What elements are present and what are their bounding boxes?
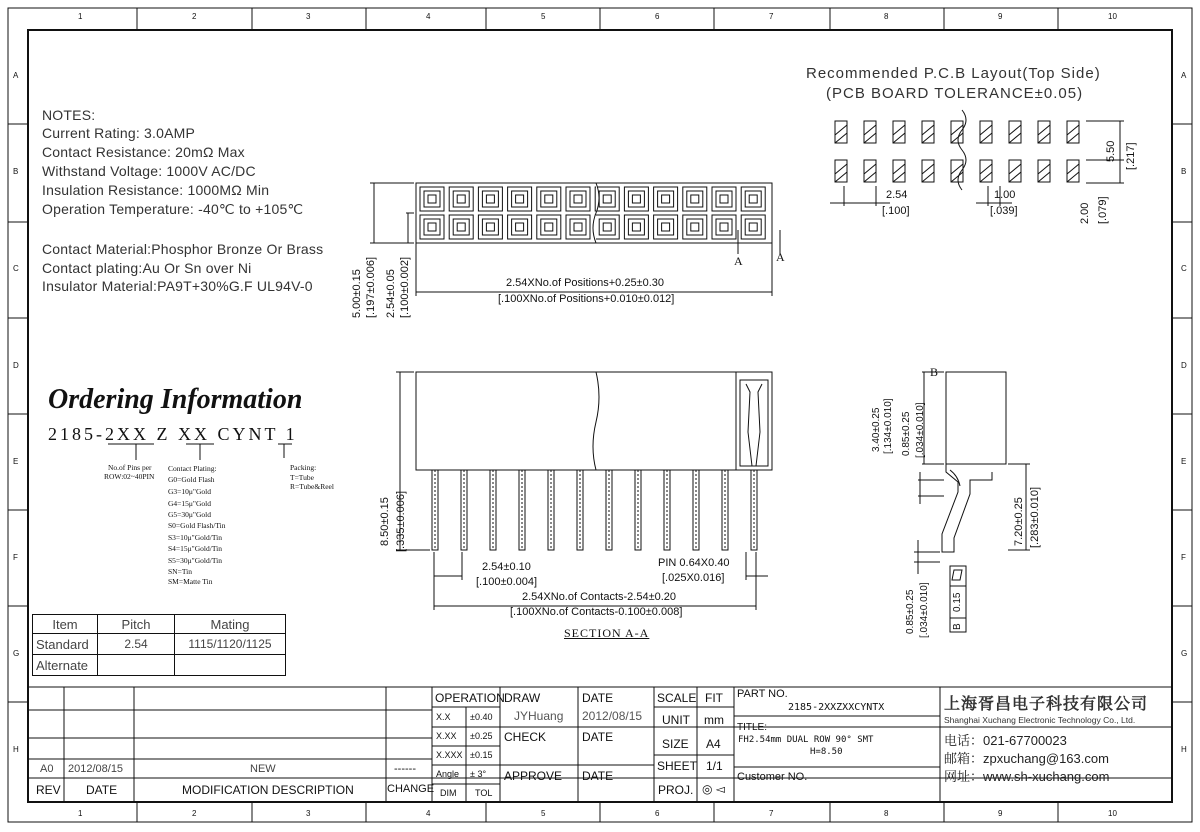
pcb-subtitle: (PCB BOARD TOLERANCE±0.05): [826, 85, 1084, 102]
material-line: Insulator Material:PA9T+30%G.F UL94V-0: [42, 278, 313, 294]
note-line: Current Rating: 3.0AMP: [42, 125, 196, 141]
company-name-cn: 上海胥昌电子科技有限公司: [944, 696, 1149, 713]
company-email: 邮箱：zpxuchang@163.com: [944, 751, 1109, 766]
company-phone: 电话：021-67700023: [944, 733, 1067, 748]
section-mark: A: [776, 250, 785, 264]
section-mark: A: [734, 254, 743, 268]
note-line: Operation Temperature: -40℃ to +105℃: [42, 201, 304, 217]
material-line: Contact plating:Au Or Sn over Ni: [42, 260, 252, 276]
section-label: SECTION A-A: [564, 626, 650, 640]
note-line: Withstand Voltage: 1000V AC/DC: [42, 163, 256, 179]
mating-table: Item Pitch Mating Standard 2.54 1115/1120/1125 Alternate: [32, 614, 286, 676]
pcb-title: Recommended P.C.B Layout(Top Side): [806, 65, 1101, 82]
company-name-en: Shanghai Xuchang Electronic Technology Co., Ltd.: [944, 715, 1136, 725]
notes-heading: NOTES:: [42, 107, 96, 123]
projection-icon: ◎ ◅: [702, 782, 726, 796]
ordering-code: 2185-2XX Z XX CYNT 1: [48, 424, 298, 444]
company-web: 网址：www.sh-xuchang.com: [944, 769, 1110, 784]
note-line: Contact Resistance: 20mΩ Max: [42, 144, 245, 160]
ordering-title: Ordering Information: [48, 384, 303, 415]
material-line: Contact Material:Phosphor Bronze Or Brass: [42, 241, 324, 257]
part-number: 2185-2XXZXXCYNTX: [788, 702, 885, 713]
note-line: Insulation Resistance: 1000MΩ Min: [42, 182, 270, 198]
